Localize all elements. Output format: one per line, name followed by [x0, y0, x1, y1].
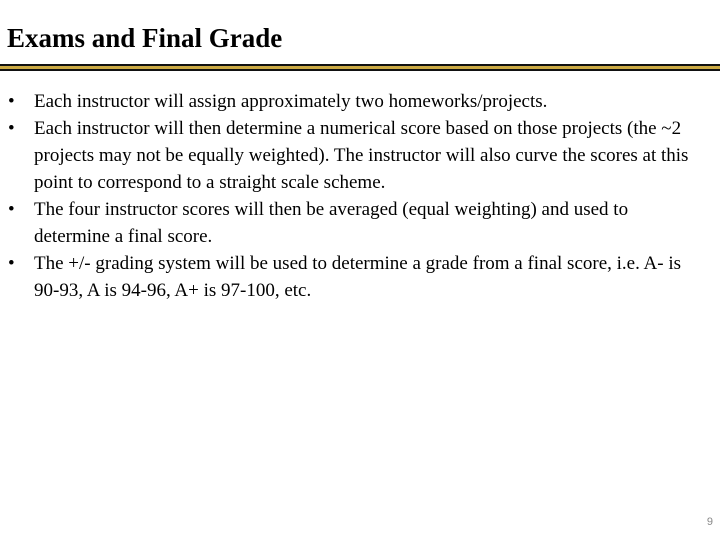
bullet-text: The four instructor scores will then be averaged (equal weighting) and used to determine a final score. — [34, 199, 629, 247]
bullet-marker: • — [8, 199, 15, 220]
bullet-item — [8, 250, 708, 304]
bullet-item — [8, 196, 708, 250]
bullet-marker: • — [8, 118, 15, 139]
title-divider — [0, 64, 720, 71]
bullet-text: Each instructor will assign approximately two homeworks/projects. — [34, 91, 548, 112]
bullet-item — [8, 88, 708, 115]
bullet-text: Each instructor will then determine a numerical score based on those projects (the ~2 projects may not be equally weighted). The instructor will also curve the scores at this point to correspond to a straight scale scheme. — [34, 118, 689, 193]
bullet-marker: • — [8, 91, 15, 112]
bullet-text: The +/- grading system will be used to determine a grade from a final score, i.e. A- is 90-93, A is 94-96, A+ is 97-100, etc. — [34, 253, 682, 301]
bullet-list — [8, 88, 708, 304]
slide-title: Exams and Final Grade — [7, 23, 283, 53]
page-number: 9 — [706, 516, 713, 528]
bullet-marker: • — [8, 253, 15, 274]
bullet-item — [8, 115, 708, 196]
